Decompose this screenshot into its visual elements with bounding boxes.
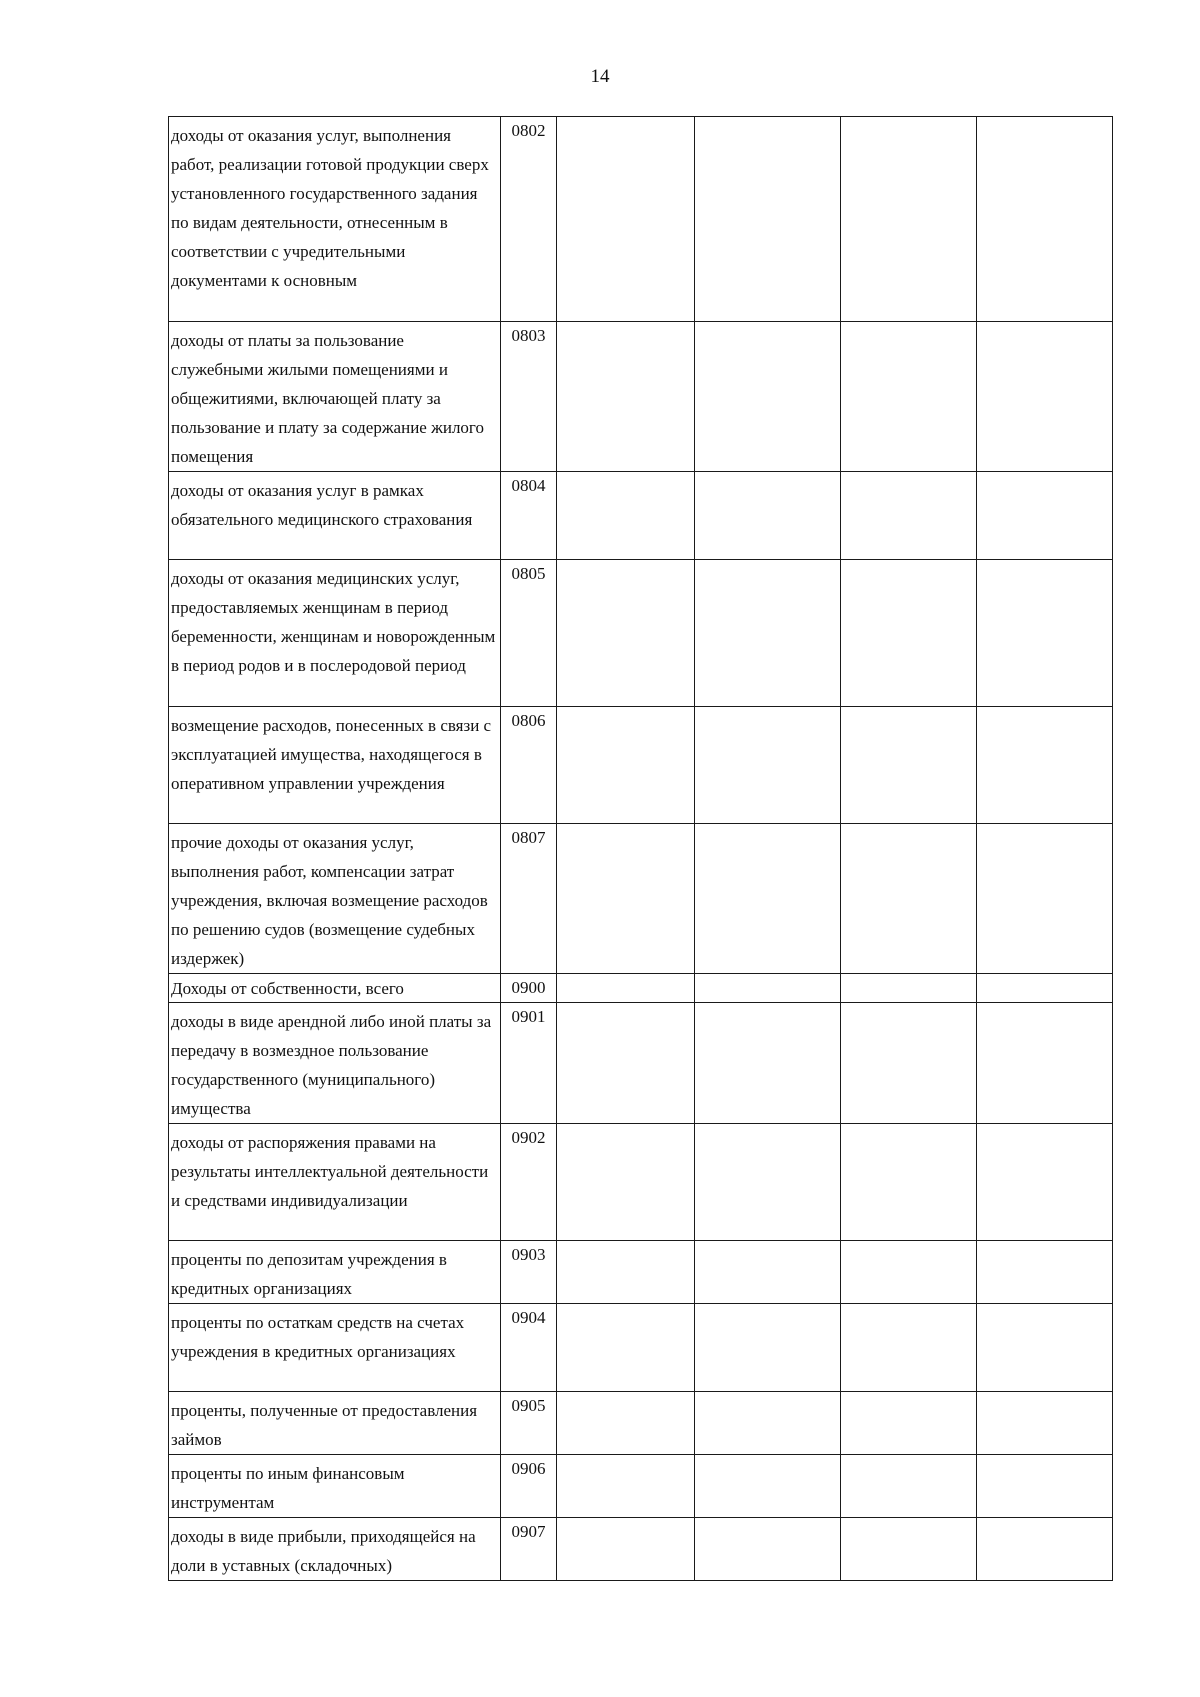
row-description: доходы в виде прибыли, приходящейся на доли в уставных (складочных): [169, 1518, 501, 1581]
value-cell-1: [557, 974, 695, 1003]
row-description: проценты по иным финансовым инструментам: [169, 1455, 501, 1518]
row-description: доходы от распоряжения правами на результаты интеллектуальной деятельности и средствами индивидуализации: [169, 1124, 501, 1241]
value-cell-3: [841, 472, 977, 560]
row-description: доходы от оказания медицинских услуг, предоставляемых женщинам в период беременности, женщинам и новорожденным в период родов и в послеродовой период: [169, 560, 501, 707]
row-code: 0804: [501, 472, 557, 560]
value-cell-2: [695, 1304, 841, 1392]
value-cell-1: [557, 322, 695, 472]
table-row: [169, 117, 1113, 322]
row-description: Доходы от собственности, всего: [169, 974, 501, 1003]
table-row: [169, 1455, 1113, 1518]
row-description: проценты по остаткам средств на счетах учреждения в кредитных организациях: [169, 1304, 501, 1392]
value-cell-1: [557, 1455, 695, 1518]
value-cell-1: [557, 1392, 695, 1455]
value-cell-1: [557, 472, 695, 560]
value-cell-4: [977, 974, 1113, 1003]
row-code: 0906: [501, 1455, 557, 1518]
value-cell-1: [557, 1241, 695, 1304]
value-cell-1: [557, 707, 695, 824]
value-cell-4: [977, 472, 1113, 560]
row-code: 0903: [501, 1241, 557, 1304]
table-row: [169, 472, 1113, 560]
value-cell-4: [977, 707, 1113, 824]
value-cell-3: [841, 1003, 977, 1124]
table-row: [169, 707, 1113, 824]
row-description: прочие доходы от оказания услуг, выполнения работ, компенсации затрат учреждения, включая возмещение расходов по решению судов (возмещение судебных издержек): [169, 824, 501, 974]
value-cell-2: [695, 1003, 841, 1124]
row-description: возмещение расходов, понесенных в связи с эксплуатацией имущества, находящегося в оперативном управлении учреждения: [169, 707, 501, 824]
value-cell-1: [557, 560, 695, 707]
value-cell-3: [841, 1455, 977, 1518]
row-code: 0900: [501, 974, 557, 1003]
table-row: [169, 1241, 1113, 1304]
value-cell-1: [557, 1518, 695, 1581]
value-cell-3: [841, 1124, 977, 1241]
row-code: 0904: [501, 1304, 557, 1392]
value-cell-3: [841, 824, 977, 974]
value-cell-2: [695, 824, 841, 974]
value-cell-2: [695, 974, 841, 1003]
value-cell-4: [977, 1241, 1113, 1304]
value-cell-4: [977, 1455, 1113, 1518]
row-description: проценты, полученные от предоставления займов: [169, 1392, 501, 1455]
value-cell-4: [977, 1124, 1113, 1241]
value-cell-2: [695, 1241, 841, 1304]
value-cell-4: [977, 1003, 1113, 1124]
value-cell-2: [695, 1455, 841, 1518]
value-cell-3: [841, 1241, 977, 1304]
value-cell-2: [695, 322, 841, 472]
value-cell-1: [557, 824, 695, 974]
value-cell-3: [841, 560, 977, 707]
income-table: [168, 116, 1113, 1581]
row-code: 0805: [501, 560, 557, 707]
row-code: 0902: [501, 1124, 557, 1241]
table-row: [169, 1392, 1113, 1455]
value-cell-1: [557, 1003, 695, 1124]
value-cell-2: [695, 1518, 841, 1581]
row-description: проценты по депозитам учреждения в кредитных организациях: [169, 1241, 501, 1304]
value-cell-1: [557, 1304, 695, 1392]
row-code: 0907: [501, 1518, 557, 1581]
value-cell-4: [977, 117, 1113, 322]
row-description: доходы от оказания услуг в рамках обязательного медицинского страхования: [169, 472, 501, 560]
value-cell-4: [977, 1304, 1113, 1392]
value-cell-3: [841, 707, 977, 824]
value-cell-1: [557, 117, 695, 322]
row-description: доходы от оказания услуг, выполнения работ, реализации готовой продукции сверх установленного государственного задания по видам деятельности, отнесенным в соответствии с учредительными документами к основным: [169, 117, 501, 322]
row-code: 0905: [501, 1392, 557, 1455]
value-cell-2: [695, 117, 841, 322]
table-row: [169, 1518, 1113, 1581]
page-number: 14: [590, 66, 610, 87]
table-row: [169, 322, 1113, 472]
value-cell-2: [695, 1124, 841, 1241]
value-cell-2: [695, 1392, 841, 1455]
row-description: доходы в виде арендной либо иной платы за передачу в возмездное пользование государственного (муниципального) имущества: [169, 1003, 501, 1124]
value-cell-3: [841, 1518, 977, 1581]
value-cell-3: [841, 322, 977, 472]
value-cell-4: [977, 1392, 1113, 1455]
row-code: 0802: [501, 117, 557, 322]
row-code: 0803: [501, 322, 557, 472]
value-cell-2: [695, 472, 841, 560]
table-row: [169, 1124, 1113, 1241]
row-code: 0807: [501, 824, 557, 974]
row-description: доходы от платы за пользование служебными жилыми помещениями и общежитиями, включающей плату за пользование и плату за содержание жилого помещения: [169, 322, 501, 472]
value-cell-4: [977, 824, 1113, 974]
value-cell-3: [841, 1304, 977, 1392]
row-code: 0806: [501, 707, 557, 824]
value-cell-4: [977, 1518, 1113, 1581]
value-cell-4: [977, 560, 1113, 707]
table-row: [169, 1003, 1113, 1124]
value-cell-2: [695, 560, 841, 707]
table-row: [169, 560, 1113, 707]
value-cell-3: [841, 117, 977, 322]
value-cell-1: [557, 1124, 695, 1241]
value-cell-3: [841, 1392, 977, 1455]
value-cell-4: [977, 322, 1113, 472]
row-code: 0901: [501, 1003, 557, 1124]
table-row: [169, 1304, 1113, 1392]
table-row: [169, 974, 1113, 1003]
value-cell-2: [695, 707, 841, 824]
table-row: [169, 824, 1113, 974]
value-cell-3: [841, 974, 977, 1003]
